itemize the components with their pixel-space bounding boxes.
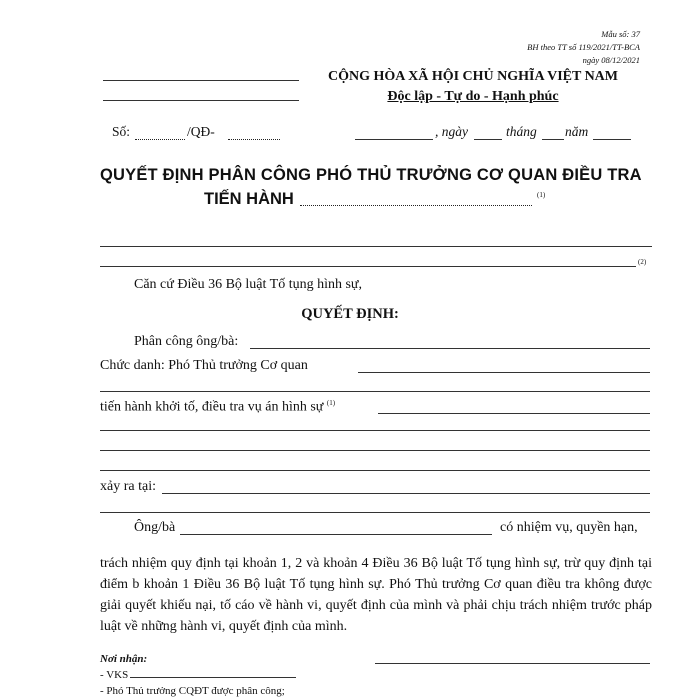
- blank-line-5[interactable]: [100, 470, 650, 471]
- position-label: Chức danh: Phó Thủ trưởng Cơ quan: [100, 358, 308, 373]
- blank-line-2[interactable]: [100, 266, 636, 267]
- agency-line-1: [103, 80, 299, 81]
- document-number: [112, 124, 130, 140]
- position-blank[interactable]: [358, 372, 650, 373]
- nation-name: CỘNG HÒA XÃ HỘI CHỦ NGHĨA VIỆT NAM: [327, 69, 618, 84]
- blank-line-6[interactable]: [100, 512, 650, 513]
- place-blank[interactable]: [355, 139, 433, 140]
- location-blank[interactable]: [162, 493, 650, 494]
- signature-line[interactable]: [375, 663, 650, 664]
- date-month-label: tháng: [506, 124, 537, 139]
- recipient-vks-blank[interactable]: [130, 677, 296, 678]
- recipient-item: - Phó Thủ trưởng CQĐT được phân công;: [100, 685, 285, 697]
- number-blank[interactable]: [135, 139, 185, 140]
- case-text: tiến hành khởi tố, điều tra vụ án hình sự: [100, 399, 324, 415]
- national-motto: Độc lập - Tự do - Hạnh phúc: [387, 89, 559, 104]
- paragraph-lead: Ông/bà: [134, 520, 176, 535]
- case-label: [100, 399, 335, 416]
- year-blank[interactable]: [593, 139, 631, 140]
- title-note-1: (1): [537, 191, 546, 199]
- paragraph-body: trách nhiệm quy định tại khoản 1, 2 và khoản 4 Điều 36 Bộ luật Tố tụng hình sự, trừ quy định tại điểm b khoản 1 Điều 36 Bộ luật Tố tụng hình sự. Phó Thủ trưởng Cơ quan điều tra không được giải quyết khiếu nại, tố cáo về hành vi, quyết định của mình và phải chịu trách nhiệm trước pháp luật về những hành vi, quyết định của mình.: [100, 556, 652, 634]
- day-blank[interactable]: [474, 139, 502, 140]
- recipients: [100, 651, 285, 699]
- blank-line-1[interactable]: [100, 246, 652, 247]
- blank-line-3[interactable]: [100, 430, 650, 431]
- form-date: ngày 08/12/2021: [582, 55, 640, 65]
- blank-line-4[interactable]: [100, 450, 650, 451]
- document-title-line2: [204, 190, 294, 209]
- number-prefix: Số:: [112, 124, 131, 139]
- title-blank[interactable]: [300, 205, 532, 206]
- number-separator: /QĐ-: [187, 124, 215, 139]
- decision-heading: QUYẾT ĐỊNH:: [301, 306, 399, 322]
- case-note: (1): [326, 399, 336, 407]
- recipient-item: - VKS: [100, 669, 129, 681]
- assign-label: Phân công ông/bà:: [134, 334, 239, 349]
- assign-blank[interactable]: [250, 348, 650, 349]
- position-blank-2[interactable]: [100, 391, 650, 392]
- form-issued-by: BH theo TT số 119/2021/TT-BCA: [527, 42, 640, 52]
- agency-line-2: [103, 100, 299, 101]
- form-number: Mẫu số: 37: [601, 29, 640, 39]
- month-blank[interactable]: [542, 139, 564, 140]
- date-day-label: , ngày: [435, 124, 468, 139]
- title-line2-text: TIẾN HÀNH: [204, 190, 294, 208]
- person-blank[interactable]: [180, 534, 492, 535]
- recipients-title: Nơi nhận:: [100, 653, 148, 665]
- location-label: xảy ra tại:: [100, 479, 156, 494]
- date-year-label: năm: [565, 124, 589, 139]
- legal-basis: Căn cứ Điều 36 Bộ luật Tố tụng hình sự,: [134, 277, 363, 292]
- title-note-2: (2): [638, 258, 647, 266]
- case-blank[interactable]: [378, 413, 650, 414]
- number-suffix-blank[interactable]: [228, 139, 280, 140]
- form-info: [527, 28, 640, 67]
- document-title: QUYẾT ĐỊNH PHÂN CÔNG PHÓ THỦ TRƯỞNG CƠ QUAN ĐIỀU TRA: [100, 166, 642, 184]
- national-header: [318, 67, 628, 107]
- paragraph-lead-tail: có nhiệm vụ, quyền hạn,: [500, 520, 638, 535]
